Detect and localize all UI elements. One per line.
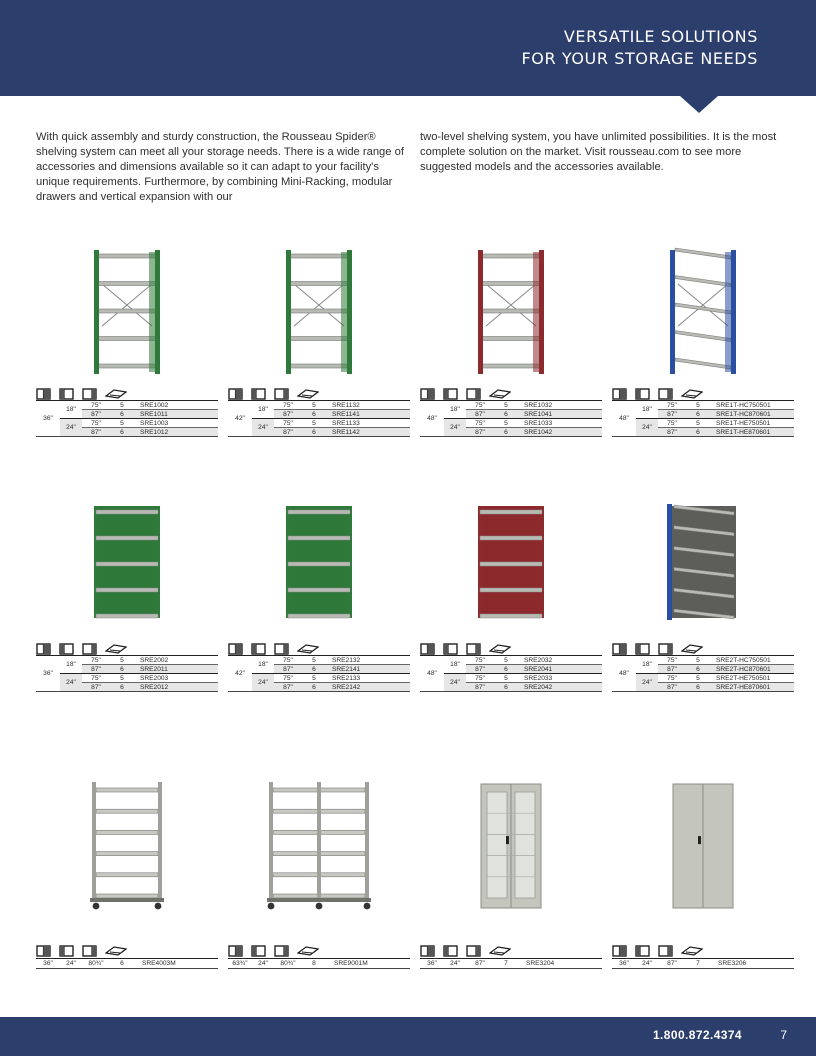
height-cell: 87" [274, 683, 302, 692]
depth-icon [443, 945, 459, 957]
table-row [420, 419, 602, 428]
depth-cell: 24" [636, 674, 658, 692]
table-row [420, 674, 602, 683]
width-icon [36, 945, 52, 957]
spec-icons [228, 388, 319, 400]
spec-icons [420, 945, 511, 957]
width-cell: 48" [612, 656, 636, 692]
product-image [420, 772, 602, 912]
table-row [36, 656, 218, 665]
height-cell: 75" [658, 656, 686, 665]
shelves-cell: 6 [686, 683, 710, 692]
spec-table [420, 400, 602, 437]
width-icon [612, 945, 628, 957]
title-line-2: FOR YOUR STORAGE NEEDS [521, 49, 758, 68]
intro-text-right: two-level shelving system, you have unlimited possibilities. It is the most complete solution on the market. Visit rousseau.com to see more suggested models and the accessories available. [420, 131, 777, 173]
width-icon [228, 643, 244, 655]
spec-table [420, 655, 602, 692]
table-row [612, 401, 794, 410]
width-cell: 36" [36, 656, 60, 692]
height-cell: 75" [274, 656, 302, 665]
depth-cell: 18" [60, 656, 82, 674]
shelves-cell: 5 [302, 656, 326, 665]
shelves-cell: 5 [686, 656, 710, 665]
product-image [612, 490, 794, 626]
shelf-icon [105, 388, 127, 400]
shelves-cell: 5 [686, 401, 710, 410]
table-row [228, 656, 410, 665]
product-image [36, 772, 218, 912]
width-icon [228, 945, 244, 957]
height-cell: 87" [466, 410, 494, 419]
model-cell: SRE1T-HC870601 [710, 410, 794, 419]
table-row [612, 419, 794, 428]
shelves-cell: 6 [302, 428, 326, 437]
title-line-1: VERSATILE SOLUTIONS [563, 27, 758, 46]
depth-icon [635, 643, 651, 655]
shelves-cell: 6 [110, 959, 134, 969]
depth-icon [59, 643, 75, 655]
height-icon [466, 643, 482, 655]
model-cell: SRE2033 [518, 674, 602, 683]
model-cell: SRE2002 [134, 656, 218, 665]
spec-icons [612, 388, 703, 400]
spec-table [420, 958, 602, 969]
depth-cell: 24" [444, 674, 466, 692]
height-icon [658, 388, 674, 400]
width-icon [228, 388, 244, 400]
shelves-cell: 5 [302, 401, 326, 410]
shelf-icon [681, 945, 703, 957]
shelves-cell: 5 [110, 674, 134, 683]
shelves-cell: 6 [110, 665, 134, 674]
product-image [36, 236, 218, 376]
width-cell: 48" [420, 656, 444, 692]
width-icon [36, 388, 52, 400]
model-cell: SRE2133 [326, 674, 410, 683]
depth-icon [251, 945, 267, 957]
table-row [228, 419, 410, 428]
shelf-icon [105, 643, 127, 655]
shelves-cell: 5 [494, 419, 518, 428]
depth-cell: 24" [60, 674, 82, 692]
height-icon [274, 945, 290, 957]
table-row [420, 959, 602, 969]
spec-icons [612, 643, 703, 655]
depth-cell: 24" [252, 959, 274, 969]
model-cell: SRE1003 [134, 419, 218, 428]
depth-cell: 24" [252, 419, 274, 437]
spec-table [612, 655, 794, 692]
depth-cell: 18" [444, 656, 466, 674]
phone-number: 1.800.872.4374 [652, 1028, 742, 1042]
table-row [36, 959, 218, 969]
width-cell: 48" [612, 401, 636, 437]
spec-table [612, 400, 794, 437]
depth-icon [251, 643, 267, 655]
shelves-cell: 5 [110, 656, 134, 665]
spec-table [36, 400, 218, 437]
height-cell: 75" [466, 674, 494, 683]
shelf-icon [297, 945, 319, 957]
table-row [612, 959, 794, 969]
height-icon [466, 388, 482, 400]
model-cell: SRE1T-HE870601 [710, 428, 794, 437]
height-cell: 75" [274, 401, 302, 410]
height-cell: 87" [466, 959, 494, 969]
shelf-icon [681, 388, 703, 400]
depth-icon [59, 945, 75, 957]
shelves-cell: 7 [494, 959, 518, 969]
model-cell: SRE3204 [518, 959, 602, 969]
width-icon [612, 643, 628, 655]
height-cell: 87" [658, 410, 686, 419]
shelves-cell: 5 [686, 419, 710, 428]
width-icon [420, 388, 436, 400]
table-row [36, 401, 218, 410]
header-notch [680, 96, 718, 113]
height-cell: 87" [274, 665, 302, 674]
height-cell: 87" [658, 665, 686, 674]
height-cell: 75" [274, 419, 302, 428]
shelves-cell: 6 [110, 428, 134, 437]
height-cell: 87" [658, 959, 686, 969]
width-cell: 63¾" [228, 959, 252, 969]
spec-table [228, 958, 410, 969]
spec-table [228, 400, 410, 437]
width-icon [420, 643, 436, 655]
height-icon [82, 643, 98, 655]
product-image [612, 772, 794, 912]
width-cell: 42" [228, 656, 252, 692]
shelves-cell: 6 [494, 665, 518, 674]
depth-cell: 24" [60, 419, 82, 437]
shelf-icon [489, 388, 511, 400]
spec-table [612, 958, 794, 969]
shelves-cell: 6 [302, 410, 326, 419]
table-row [420, 656, 602, 665]
spec-table [36, 655, 218, 692]
spec-icons [36, 388, 127, 400]
height-icon [466, 945, 482, 957]
shelves-cell: 5 [110, 419, 134, 428]
table-row [612, 674, 794, 683]
model-cell: SRE1002 [134, 401, 218, 410]
spec-icons [228, 945, 319, 957]
model-cell: SRE1012 [134, 428, 218, 437]
model-cell: SRE2T-HE870601 [710, 683, 794, 692]
shelves-cell: 6 [110, 410, 134, 419]
depth-cell: 24" [60, 959, 82, 969]
product-image [612, 236, 794, 376]
table-row [420, 401, 602, 410]
page-number: 7 [780, 1028, 787, 1042]
depth-cell: 24" [444, 419, 466, 437]
height-icon [82, 388, 98, 400]
height-icon [82, 945, 98, 957]
height-cell: 75" [658, 419, 686, 428]
model-cell: SRE2042 [518, 683, 602, 692]
spec-icons [612, 945, 703, 957]
depth-cell: 18" [444, 401, 466, 419]
shelves-cell: 6 [686, 410, 710, 419]
height-cell: 87" [274, 428, 302, 437]
height-cell: 80¾" [82, 959, 110, 969]
height-cell: 87" [466, 428, 494, 437]
depth-cell: 24" [636, 959, 658, 969]
model-cell: SRE9001M [326, 959, 410, 969]
model-cell: SRE1133 [326, 419, 410, 428]
height-cell: 87" [82, 683, 110, 692]
height-cell: 75" [658, 674, 686, 683]
product-image [228, 490, 410, 626]
model-cell: SRE2T-HC750501 [710, 656, 794, 665]
spec-icons [420, 643, 511, 655]
height-icon [274, 388, 290, 400]
shelves-cell: 5 [494, 674, 518, 683]
height-cell: 75" [274, 674, 302, 683]
shelves-cell: 5 [302, 674, 326, 683]
model-cell: SRE1033 [518, 419, 602, 428]
shelves-cell: 6 [302, 665, 326, 674]
depth-icon [635, 945, 651, 957]
model-cell: SRE1T-HE750501 [710, 419, 794, 428]
height-cell: 87" [82, 410, 110, 419]
width-cell: 48" [420, 401, 444, 437]
spec-table [36, 958, 218, 969]
model-cell: SRE2041 [518, 665, 602, 674]
spec-icons [36, 643, 127, 655]
shelf-icon [105, 945, 127, 957]
model-cell: SRE2141 [326, 665, 410, 674]
height-cell: 75" [82, 656, 110, 665]
shelves-cell: 7 [686, 959, 710, 969]
shelves-cell: 6 [302, 683, 326, 692]
shelf-icon [297, 643, 319, 655]
height-cell: 75" [82, 674, 110, 683]
table-row [612, 656, 794, 665]
model-cell: SRE1032 [518, 401, 602, 410]
model-cell: SRE2T-HC870601 [710, 665, 794, 674]
model-cell: SRE1T-HC750501 [710, 401, 794, 410]
width-icon [420, 945, 436, 957]
shelves-cell: 5 [494, 656, 518, 665]
shelves-cell: 6 [494, 410, 518, 419]
table-row [228, 401, 410, 410]
depth-cell: 18" [636, 656, 658, 674]
spec-icons [420, 388, 511, 400]
table-row [36, 419, 218, 428]
depth-cell: 24" [636, 419, 658, 437]
width-cell: 36" [36, 401, 60, 437]
depth-cell: 18" [252, 401, 274, 419]
model-cell: SRE2011 [134, 665, 218, 674]
shelves-cell: 6 [686, 665, 710, 674]
width-icon [612, 388, 628, 400]
model-cell: SRE1132 [326, 401, 410, 410]
depth-cell: 24" [444, 959, 466, 969]
depth-icon [443, 643, 459, 655]
depth-icon [251, 388, 267, 400]
product-image [36, 490, 218, 626]
shelves-cell: 8 [302, 959, 326, 969]
shelves-cell: 5 [494, 401, 518, 410]
model-cell: SRE1041 [518, 410, 602, 419]
model-cell: SRE2003 [134, 674, 218, 683]
depth-cell: 18" [252, 656, 274, 674]
height-icon [658, 945, 674, 957]
model-cell: SRE2T-HE750501 [710, 674, 794, 683]
shelves-cell: 6 [494, 428, 518, 437]
table-row [228, 674, 410, 683]
spec-icons [36, 945, 127, 957]
height-cell: 87" [82, 665, 110, 674]
model-cell: SRE1042 [518, 428, 602, 437]
shelves-cell: 6 [110, 683, 134, 692]
height-cell: 75" [82, 419, 110, 428]
intro-text-left: With quick assembly and sturdy construction, the Rousseau Spider® shelving system can meet all your storage needs. There is a wide range of accessories and dimensions available so it can adapt to your facility's unique requirements. Furthermore, by combining Mini-Racking, modular drawers and vertical expansion with our [36, 131, 404, 203]
shelf-icon [489, 945, 511, 957]
depth-icon [635, 388, 651, 400]
shelves-cell: 6 [686, 428, 710, 437]
model-cell: SRE4003M [134, 959, 218, 969]
width-cell: 36" [612, 959, 636, 969]
page-title [521, 26, 758, 70]
product-image [228, 236, 410, 376]
product-image [228, 772, 410, 912]
depth-icon [443, 388, 459, 400]
width-cell: 42" [228, 401, 252, 437]
shelves-cell: 5 [686, 674, 710, 683]
model-cell: SRE2132 [326, 656, 410, 665]
shelf-icon [681, 643, 703, 655]
height-cell: 75" [466, 419, 494, 428]
depth-cell: 24" [252, 674, 274, 692]
height-icon [658, 643, 674, 655]
height-cell: 75" [466, 401, 494, 410]
model-cell: SRE3206 [710, 959, 794, 969]
product-image [420, 236, 602, 376]
shelves-cell: 5 [302, 419, 326, 428]
table-row [228, 959, 410, 969]
width-icon [36, 643, 52, 655]
height-cell: 87" [274, 410, 302, 419]
shelves-cell: 6 [494, 683, 518, 692]
depth-icon [59, 388, 75, 400]
spec-icons [228, 643, 319, 655]
model-cell: SRE2142 [326, 683, 410, 692]
height-cell: 87" [466, 665, 494, 674]
model-cell: SRE1142 [326, 428, 410, 437]
product-image [420, 490, 602, 626]
height-icon [274, 643, 290, 655]
height-cell: 80¾" [274, 959, 302, 969]
height-cell: 87" [658, 428, 686, 437]
model-cell: SRE1011 [134, 410, 218, 419]
depth-cell: 18" [60, 401, 82, 419]
shelf-icon [297, 388, 319, 400]
width-cell: 36" [420, 959, 444, 969]
shelf-icon [489, 643, 511, 655]
width-cell: 36" [36, 959, 60, 969]
height-cell: 75" [658, 401, 686, 410]
model-cell: SRE1141 [326, 410, 410, 419]
model-cell: SRE2032 [518, 656, 602, 665]
spec-table [228, 655, 410, 692]
table-row [36, 674, 218, 683]
height-cell: 87" [658, 683, 686, 692]
model-cell: SRE2012 [134, 683, 218, 692]
height-cell: 75" [82, 401, 110, 410]
height-cell: 87" [466, 683, 494, 692]
height-cell: 75" [466, 656, 494, 665]
depth-cell: 18" [636, 401, 658, 419]
height-cell: 87" [82, 428, 110, 437]
shelves-cell: 5 [110, 401, 134, 410]
